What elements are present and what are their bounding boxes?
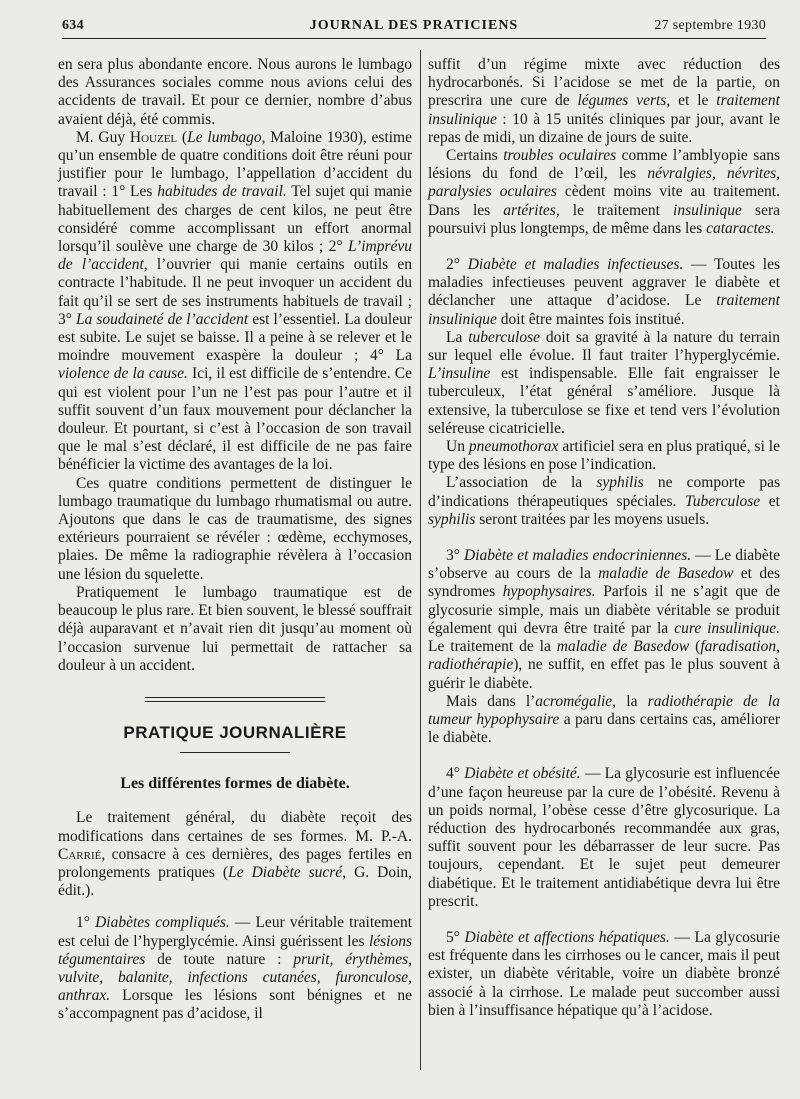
running-header — [62, 14, 766, 38]
paragraph: en sera plus abondante encore. Nous aurons le lumbago des Assurances sociales comme nous avions celui des accidents de travail. Et pour ce dernier, nombre d’abus avaient déjà, été commis. — [58, 56, 412, 128]
paragraph: L’association de la syphilis ne comporte pas d’indications thérapeutiques spéciales. Tuberculose et syphilis seront traitées par les moyens usuels. — [428, 474, 780, 528]
author-name: Carrié — [58, 845, 102, 863]
article-title: Les différentes formes de diabète. — [120, 775, 350, 793]
paragraph: 4° Diabète et obésité. — La glycosurie est influencée d’une façon heureuse par la cure de l’obésité. Revenu à un poids normal, l’obèse cesse d’être glycosurique. La réduction des hydrocarbonés recommandée aux gras, suffit souvent pour les débarrasser de leur sucre. Pas toujours, cependant. Et le sujet peut demeurer diabétique. Et le traitement antidiabétique devra lui être prescrit. — [428, 765, 781, 910]
section-title: PRATIQUE JOURNALIÈRE — [123, 722, 347, 742]
paragraph: 5° Diabète et affections hépatiques. — La glycosurie est fréquente dans les cirrhoses ou le cancer, mais il peut exister, un diabète véritable, voire un diabète bronzé associé à la cirrhose. Le malade peut succomber aussi bien à l’insuffisance hépatique qu’à l’acidose. — [428, 928, 780, 1019]
paragraph: suffit d’un régime mixte avec réduction des hydrocarbonés. Si l’acidose se met de la partie, on prescrira une cure de légumes verts, et le traitement insulinique : 10 à 15 unités cliniques par jour, avant le repas de midi, un dizaine de jours de suite. — [428, 56, 780, 146]
paragraph: 3° Diabète et maladies endocriniennes. — Le diabète s’observe au cours de la maladie de Basedow et des syndromes hypophysaires. Parfois il ne s’agit que de glycosurie simple, mais un diabète véritable se produit également qui devra être traité par la cure insulinique. Le traitement de la maladie de Basedow (faradisation, radiothérapie), ne suffit, en effet pas le plus souvent à guérir le diabète. — [428, 547, 780, 692]
left-column — [58, 56, 412, 1024]
journal-title: JOURNAL DES PRATICIENS — [309, 18, 519, 33]
right-column — [428, 56, 780, 1020]
paragraph: Ces quatre conditions permettent de distinguer le lumbago traumatique du lumbago rhumatismal ou autre. Ajoutons que dans le cas de traumatisme, des signes extérieurs pourraient se révéler : œdème, ecchymoses, plaies. De même la radiographie révèlera à l’occasion une lésion du squelette. — [58, 474, 412, 583]
author-name: Houzel — [129, 128, 178, 146]
page-number: 634 — [62, 18, 84, 33]
paragraph: 1° Diabètes compliqués. — Leur véritable traitement est celui de l’hyperglycémie. Ainsi guérissent les lésions tégumentaires de toute nature : prurit, érythèmes, vulvite, balanite, infections cutanées, furonculose, anthrax. Lorsque les lésions sont bénignes et ne s’accompagnent pas d’acidose, il — [58, 914, 413, 1023]
header-rule — [62, 38, 766, 39]
issue-date: 27 septembre 1930 — [654, 18, 766, 33]
paragraph: Mais dans l’acromégalie, la radiothérapie de la tumeur hypophysaire a paru dans certains cas, améliorer le diabète. — [428, 692, 780, 747]
paragraph: Le traitement général, du diabète reçoit des modifications dans certaines de ses formes. M. P.-A. Carrié, consacre à ces dernières, des pages fertiles en prolongements pratiques (Le Diabète sucré, G. Doin, édit.). — [58, 809, 412, 900]
paragraph: Un pneumothorax artificiel sera en plus pratiqué, si le type des lésions en pose l’indication. — [428, 438, 780, 474]
paragraph: M. Guy Houzel (Le lumbago, Maloine 1930), estime qu’un ensemble de quatre conditions doit être réuni pour justifier pour le lumbago, l’appellation d’accident du travail : 1° Les habitudes de travail. Tel sujet qui manie habituellement des charges de cent kilos, ne peut être considéré comme accomplissant un effort anormal lorsqu’il soulève une charge de 30 kilos ; 2° L’imprévu de l’accident, l’ouvrier qui manie certains outils en contracte l’habitude. Il ne peut invoquer un accident du fait qu’il se sert de ses instruments habituels de travail ; 3° La soudaineté de l’accident est l’essentiel. La douleur est subite. Le sujet se baisse. Il a peine à se relever et le moindre mouvement exaspère la douleur ; 4° La violence de la cause. Ici, il est difficile de s’entendre. Ce qui est violent pour l’un ne l’est pas pour l’autre et il suffit souvent d’un faux mouvement pour déclancher la douleur. Et pourtant, si c’est à l’occasion de son travail que le mal s’est déclaré, il est difficile de ne pas faire bénéficier la victime des avantages de la loi. — [58, 128, 412, 474]
double-rule-separator — [145, 697, 325, 702]
paragraph: La tuberculose doit sa gravité à la nature du terrain sur lequel elle évolue. Il faut traiter l’hyperglycémie. L’insuline est indispensable. Elle fait engraisser le tuberculeux, l’état général s’améliore. Jusque là extensive, la tuberculose se fixe et tend vers l’évolution seléreuse cicatricielle. — [428, 328, 780, 437]
column-divider — [420, 50, 421, 1070]
section-underline — [180, 752, 290, 753]
paragraph: Pratiquement le lumbago traumatique est de beaucoup le plus rare. Et bien souvent, le blessé souffrait déjà auparavant et n’avait rien dit jusqu’au moment où l’occasion survenue lui permettait de rattacher sa douleur à un accident. — [58, 583, 412, 674]
paragraph: 2° Diabète et maladies infectieuses. — Toutes les maladies infectieuses peuvent aggraver le diabète et déclancher une attaque d’acidose. Le traitement insulinique doit être maintes fois institué. — [428, 256, 781, 328]
paragraph: Certains troubles oculaires comme l’amblyopie sans lésions du fond de l’œil, les névralgies, névrites, paralysies oculaires cèdent moins vite au traitement. Dans les artérites, le traitement insulinique sera poursuivi plus longtemps, de même dans les cataractes. — [428, 147, 781, 237]
